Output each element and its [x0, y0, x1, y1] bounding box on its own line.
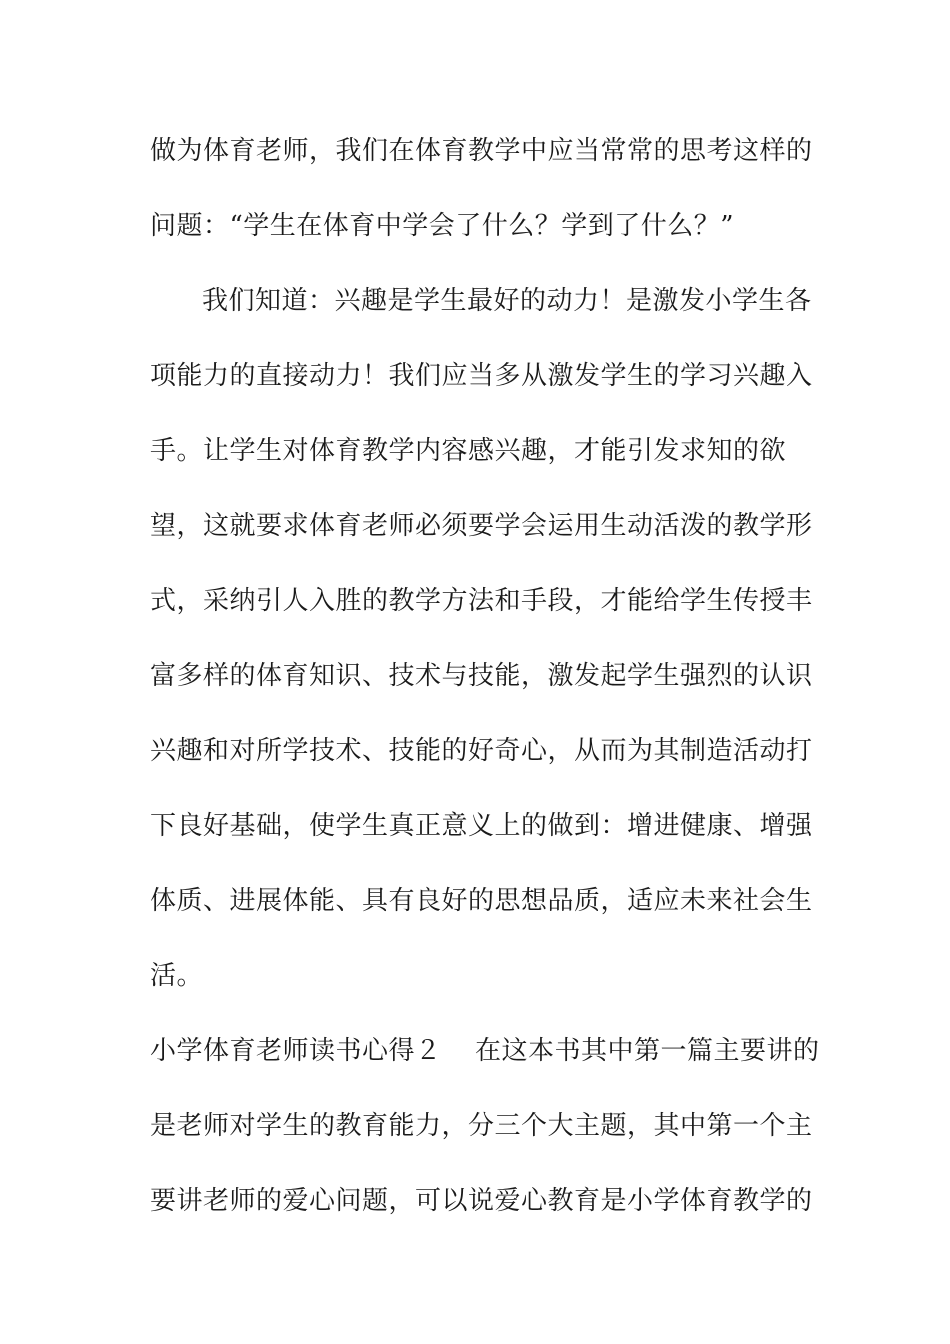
paragraph-2-line-3: 手。让学生对体育教学内容感兴趣，才能引发求知的欲 [150, 436, 787, 466]
paragraph-2-line-1: 我们知道：兴趣是学生最好的动力！是激发小学生各 [202, 286, 812, 316]
paragraph-2-line-6: 富多样的体育知识、技术与技能，激发起学生强烈的认识 [150, 661, 813, 691]
paragraph-2-line-10: 活。 [150, 961, 204, 991]
paragraph-3-line-3: 要讲老师的爱心问题，可以说爱心教育是小学体育教学的 [150, 1186, 813, 1216]
paragraph-2-line-8: 下良好基础，使学生真正意义上的做到：增进健康、增强 [150, 811, 813, 841]
paragraph-2-line-4: 望，这就要求体育老师必须要学会运用生动活泼的教学形 [150, 511, 813, 541]
paragraph-2-line-2: 项能力的直接动力！我们应当多从激发学生的学习兴趣入 [150, 361, 813, 391]
paragraph-1-line-2: 问题：“学生在体育中学会了什么？学到了什么？” [150, 211, 735, 241]
paragraph-2-line-9: 体质、进展体能、具有良好的思想品质，适应未来社会生 [150, 886, 813, 916]
paragraph-3-line-1: 在这本书其中第一篇主要讲的 [475, 1036, 820, 1066]
paragraph-2-line-5: 式，采纳引人入胜的教学方法和手段，才能给学生传授丰 [150, 586, 813, 616]
paragraph-1-line-1: 做为体育老师，我们在体育教学中应当常常的思考这样的 [150, 136, 813, 166]
paragraph-3-line-2: 是老师对学生的教育能力，分三个大主题，其中第一个主 [150, 1111, 813, 1141]
section-heading: 小学体育老师读书心得２ [150, 1036, 442, 1066]
paragraph-2-line-7: 兴趣和对所学技术、技能的好奇心，从而为其制造活动打 [150, 736, 813, 766]
